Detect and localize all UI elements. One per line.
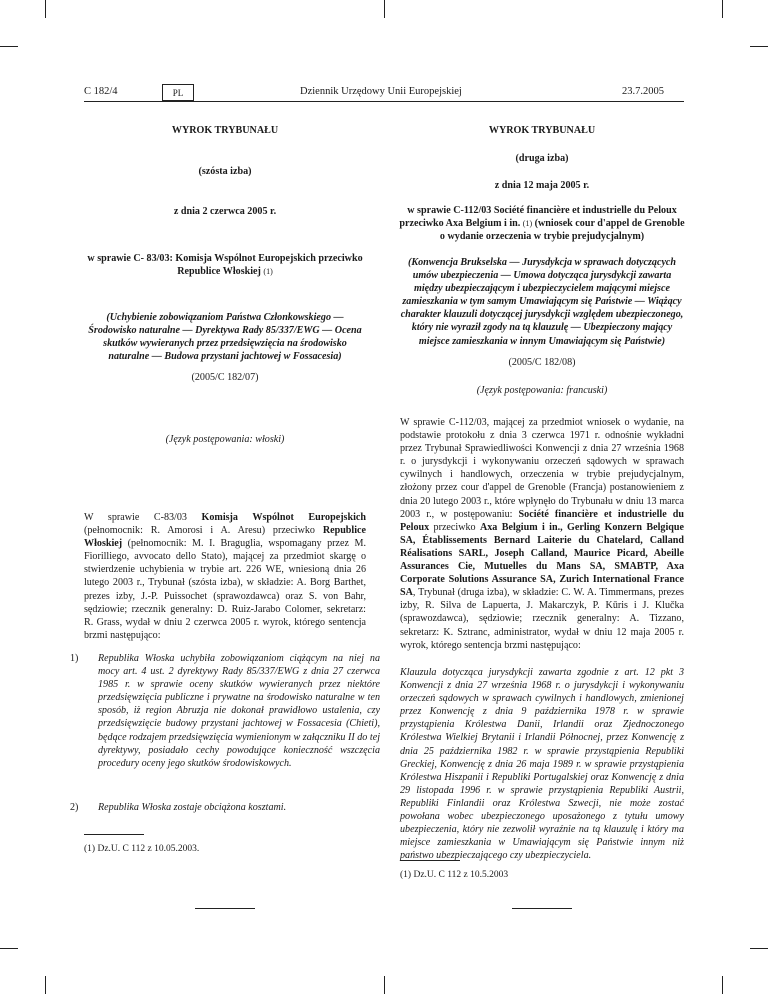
right-judgment-date: z dnia 12 maja 2005 r. (494, 180, 590, 191)
language-badge: PL (162, 84, 194, 101)
right-case-title-rest: (wniosek cour d'appel de Grenoble o wydanie orzeczenia w trybie prejudycjalnym) (439, 218, 685, 243)
crop-mark (45, 976, 46, 994)
left-party-1: Komisja Wspólnot Europejskich (201, 512, 367, 523)
footnote-rule (400, 860, 460, 861)
crop-mark (0, 948, 18, 949)
left-body-text: W sprawie C-83/03 (84, 512, 202, 523)
left-ruling-item-1 (70, 652, 380, 770)
left-case-title (84, 252, 366, 278)
right-body-text: przeciwko (429, 521, 480, 533)
left-judgment-title: WYROK TRYBUNAŁU (171, 125, 279, 136)
column-end-rule (512, 908, 572, 909)
right-subject: (Konwencja Brukselska — Jurysdykcja w sprawach dotyczących umów ubezpieczenia — Umowa dotycząca jurysdykcji zawarta między ubezpieczającym i ubezpieczycielem mającymi miejsce zamieszkania w tym samym Umawiającym się Państwie — Wiążący charakter klauzuli dotyczącej jurysdykcji względem ubezpieczonego, który nie wyraził zgody na tą klauzulę — Ubezpieczony mający miejsce zamieszkania w innym Umawiającym się Państwie) (400, 257, 684, 347)
left-reference: (2005/C 182/07) (191, 372, 259, 383)
left-subject: (Uchybienie zobowiązaniom Państwa Członkowskiego — Środowisko naturalne — Dyrektywa Rady 85/337/EWG — Ocena skutków wywieranych przez przedsięwzięcia na środowisko naturalne — Budowa przystani jachtowej w Fossacesia) (88, 312, 362, 363)
crop-mark (722, 0, 723, 18)
crop-mark (384, 976, 385, 994)
footnote-ref: (1) (263, 267, 273, 277)
crop-mark (45, 0, 46, 18)
footnote-rule (84, 834, 144, 835)
right-body-text: , Trybunał (druga izba), w składzie: C. W. A. Timmermans, prezes izby, R. Silva de Lapuerta, J. Makarczyk, P. Kūris i J. Klučka (sprawozdawca), sędziowie; rzecznik generalny: A. Tizzano, sekretarz: K. Sztranc, administrator, wydał w dniu 12 maja 2005 r. wyrok, którego sentencja brzmi następująco: (400, 587, 684, 651)
right-holding: Klauzula dotycząca jurysdykcji zawarta zgodnie z art. 12 pkt 3 Konwencji z dnia 27 września 1968 r. o jurysdykcji i wykonywaniu orzeczeń sądowych w sprawach cywilnych i handlowych, zmienionej przez Konwencję z dnia 9 października 1978 r. w sprawie przystąpienia Królestwa Danii, Irlandii oraz Zjednoczonego Królestwa Wielkiej Brytanii i Irlandii Północnej, przez Konwencję z dnia 25 października 1982 r. w sprawie przystąpienia Republiki Greckiej, Konwencję z dnia 26 maja 1989 r. w sprawie przystąpienia Królestwa Hiszpanii i Republiki Portugalskiej oraz Konwencję z dnia 29 listopada 1996 r. w sprawie przystąpienia Republiki Austrii, Republiki Finlandii oraz Królestwa Szwecji, nie może zostać powołana wobec ubezpieczonego uposażonego z tytułu umowy ubezpieczenia, który nie zezwolił wyraźnie na tą klauzulę i który ma miejsce zamieszkania w Umawiającym się Państwie innym niż państwo ubezpieczającego czy ubezpieczyciela. (400, 667, 684, 862)
crop-mark (722, 976, 723, 994)
crop-mark (750, 948, 768, 949)
right-procedure-language: (Język postępowania: francuski) (476, 385, 608, 396)
left-judgment-date: z dnia 2 czerwca 2005 r. (173, 206, 277, 217)
right-body-text: W sprawie C-112/03, mającej za przedmiot wniosek o wydanie, na podstawie protokołu z dnia 3 czerwca 1971 r. odnośnie wykładni przez Trybunał Sprawiedliwości Konwencji z dnia 27 września 1968 r. o jurysdykcji i wykonywaniu orzeczeń sądowych w sprawach cywilnych i handlowych, orzeczenia w trybie prejudycjalnym, złożony przez cour d'appel de Grenoble (Francja) postanowieniem z dnia 20 lutego 2003 r., które wpłynęło do Trybunału w dniu 13 marca 2003 r., w postępowaniu: (400, 417, 684, 520)
left-procedure-language: (Język postępowania: włoski) (165, 434, 285, 445)
left-party-2: Republice Włoskiej (84, 525, 366, 550)
item-text: Republika Włoska uchybiła zobowiązaniom ciążącym na niej na mocy art. 4 ust. 2 dyrektywy Rady 85/337/EWG z dnia 27 czerwca 1985 r. w sprawie oceny skutków wywieranych przez niektóre przedsięwzięcia publiczne i prywatne na środowisko naturalne w ten sposób, iż region Abruzja nie dokonał prawidłowo ustalenia, czy przedsięwzięcie budowy przystani jachtowej w Fossacesia (Chieti), będące rodzajem przedsięwzięcia wymienionym w załączniku II do tej dyrektywy, posiadało cechy powodujące konieczność wszczęcia procedury oceny jego skutków środowiskowych. (98, 653, 380, 769)
left-body-paragraph (84, 511, 366, 642)
header-rule (84, 101, 684, 102)
left-body-text: (pełnomocnik: R. Amorosi i A. Aresu) przeciwko (84, 525, 323, 537)
right-reference: (2005/C 182/08) (508, 357, 576, 368)
right-parties: Axa Belgium i in., Gerling Konzern Belgique SA, Établissements Bernard Laiterie du Chatelard, Calland Réalisations SARL, Joseph Calland, Maurice Picard, Abeille Assurances Cie, Mutuelles du Mans SA, SMABTP, Axa Corporate Solutions Assurance SA, Zurich International France SA (400, 521, 684, 599)
column-end-rule (195, 908, 255, 909)
right-chamber: (druga izba) (515, 153, 569, 164)
journal-title: Dziennik Urzędowy Unii Europejskiej (300, 86, 462, 97)
header-date: 23.7.2005 (622, 86, 664, 97)
left-footnote: (1) Dz.U. C 112 z 10.05.2003. (84, 844, 200, 854)
crop-mark (0, 46, 18, 47)
item-number: 2) (70, 802, 79, 813)
left-chamber: (szósta izba) (198, 166, 252, 177)
right-case-title-text: w sprawie C-112/03 Société financière et industrielle du Peloux przeciwko Axa Belgium i in. (399, 205, 677, 230)
right-footnote: (1) Dz.U. C 112 z 10.5.2003 (400, 870, 509, 880)
right-case-title (398, 204, 686, 243)
item-text: Republika Włoska zostaje obciążona kosztami. (98, 802, 287, 813)
left-body-text: (pełnomocnik: M. I. Braguglia, wspomagany przez M. Fiorilliego, avvocato dello Stato), mającej za przedmiot skargę o stwierdzenie uchybienia w trybie art. 226 WE, wniesioną dnia 26 lutego 2003 r., Trybunał (szósta izba), w składzie: A. Borg Barthet, prezes izby, J.-P. Puissochet (sprawozdawca) oraz S. von Bahr, sędziowie; rzecznik generalny: D. Ruiz-Jarabo Colomer, sekretarz: R. Grass, wydał w dniu 2 czerwca 2005 r. wyrok, którego sentencja brzmi następująco: (84, 538, 366, 641)
page-reference: C 182/4 (84, 86, 118, 97)
right-party-1: Société financière et industrielle du Peloux (400, 508, 684, 533)
right-body-paragraph (400, 416, 684, 652)
right-judgment-title: WYROK TRYBUNAŁU (488, 125, 596, 136)
footnote-ref: (1) (522, 219, 533, 229)
item-number: 1) (70, 653, 79, 664)
crop-mark (384, 0, 385, 18)
crop-mark (750, 46, 768, 47)
left-ruling-item-2 (70, 801, 380, 814)
left-case-title-text: w sprawie C- 83/03: Komisja Wspólnot Europejskich przeciwko Republice Włoskiej (87, 253, 363, 278)
